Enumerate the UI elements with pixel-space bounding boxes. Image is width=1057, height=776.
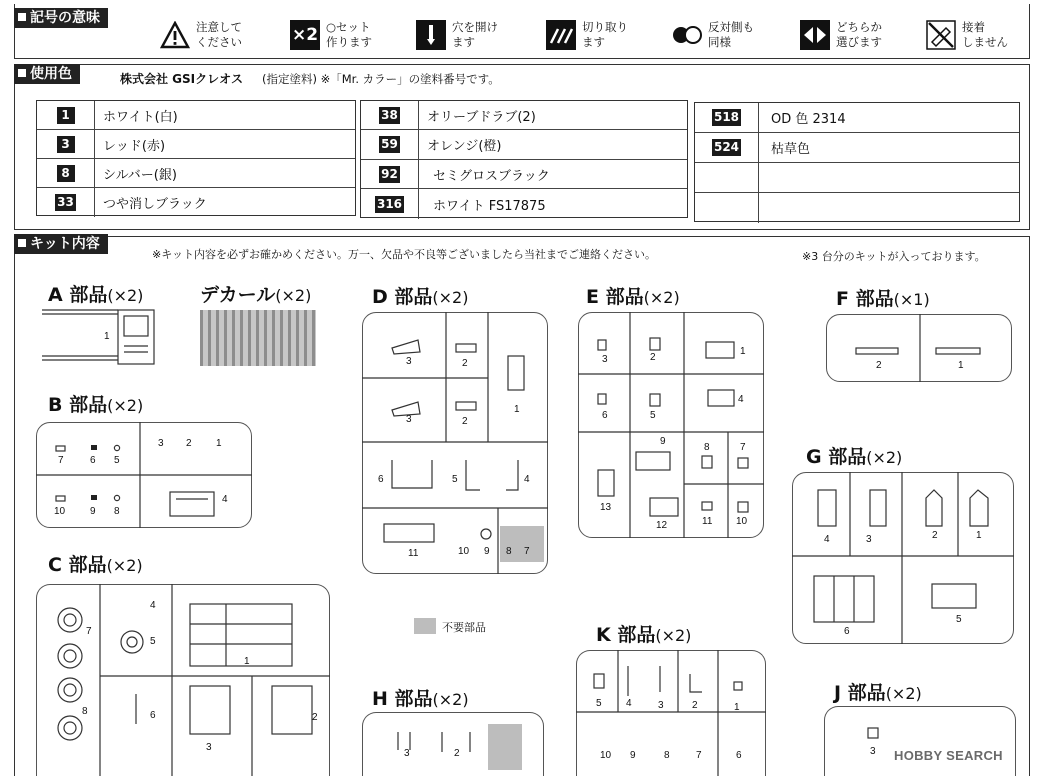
part-k-7-label: 7 (696, 750, 702, 761)
caution-icon (160, 20, 190, 50)
runner-d-gates (362, 312, 548, 574)
parts-c-count: (×2) (106, 556, 143, 575)
part-c-1-label: 1 (244, 656, 250, 667)
part-g-4-label: 4 (824, 534, 830, 545)
symbol-mirror-line2: 同様 (708, 35, 731, 49)
part-d-11-label: 11 (408, 548, 419, 559)
symbol-drill-line1: 穴を開け (452, 20, 498, 34)
parts-g-count: (×2) (866, 448, 903, 467)
part-c-7-label: 7 (86, 626, 92, 637)
paint-name: オリーブドラブ(2) (427, 109, 536, 125)
paint-note: (指定塗料) ※「Mr. カラー」の塗料番号です。 (262, 72, 500, 86)
parts-e-title (586, 282, 680, 309)
kit-note: ※キット内容を必ずお確かめください。万一、欠品や不良等ございましたら当社までご連絡ください。 (152, 248, 656, 261)
symbol-cut-line1: 切り取り (582, 20, 628, 34)
symbol-set (290, 14, 372, 56)
kit-note-count: ※3 台分のキットが入っております。 (802, 250, 986, 263)
parts-a-frame (40, 306, 160, 370)
parts-k-title (596, 620, 691, 647)
paint-row (695, 133, 1019, 163)
runner-c-gates (36, 584, 330, 776)
mirror-side-icon (672, 20, 702, 50)
parts-d-title (372, 282, 468, 309)
parts-a-count: (×2) (107, 286, 144, 305)
part-e-5-label: 5 (650, 410, 656, 421)
decal-title (200, 280, 311, 307)
parts-b-title (48, 390, 143, 417)
paint-name: ホワイト(白) (103, 109, 178, 125)
part-d-1-label: 1 (514, 404, 520, 415)
parts-h-name: H 部品 (372, 688, 433, 710)
paint-row (361, 130, 687, 160)
paint-number: 38 (381, 107, 398, 122)
symbol-set-line1: ○セット (326, 20, 371, 34)
part-d-2a-label: 2 (462, 358, 468, 369)
part-k-4-label: 4 (626, 698, 632, 709)
symbol-noglue-line1: 接着 (962, 20, 985, 34)
parts-j-name: J 部品 (834, 682, 886, 704)
watermark: HOBBY SEARCH (890, 748, 1007, 763)
paint-number: 316 (376, 196, 403, 211)
paint-row (37, 159, 355, 188)
part-e-11-label: 11 (702, 516, 713, 527)
part-d-3a-label: 3 (406, 356, 412, 367)
part-e-4-label: 4 (738, 394, 744, 405)
part-e-6-label: 6 (602, 410, 608, 421)
paint-number: 524 (713, 140, 740, 154)
part-d-4-label: 4 (524, 474, 530, 485)
parts-h-count: (×2) (432, 690, 469, 709)
runner-j-gates (824, 706, 1016, 776)
part-d-8-label: 8 (506, 546, 512, 557)
parts-b-name: B 部品 (48, 394, 108, 416)
part-c-8-label: 8 (82, 706, 88, 717)
part-g-6-label: 6 (844, 626, 850, 637)
part-g-1-label: 1 (976, 530, 982, 541)
part-d-10-label: 10 (458, 546, 470, 557)
part-f-1-label: 1 (958, 360, 964, 371)
parts-f-count: (×1) (893, 290, 930, 309)
paint-name: つや消しブラック (103, 197, 207, 212)
part-e-7-label: 7 (740, 442, 746, 453)
part-k-5-label: 5 (596, 698, 602, 709)
part-e-2-label: 2 (650, 352, 656, 363)
paint-row-empty (695, 193, 1019, 223)
symbol-mirror (672, 14, 754, 56)
part-e-13-label: 13 (600, 502, 612, 513)
paint-row (361, 189, 687, 219)
symbol-caution-line2: ください (196, 35, 242, 49)
paint-row-empty (695, 163, 1019, 193)
parts-a-title (48, 280, 143, 307)
paint-number: 1 (57, 107, 75, 124)
part-k-3-label: 3 (658, 700, 664, 711)
parts-j-count: (×2) (885, 684, 922, 703)
paint-table-col1 (36, 100, 356, 216)
symbol-caution-line1: 注意して (196, 20, 242, 34)
symbol-drill-line2: ます (452, 35, 475, 49)
symbol-choice-line2: 選びます (836, 35, 882, 49)
part-c-6-label: 6 (150, 710, 156, 721)
part-k-1-label: 1 (734, 702, 740, 713)
paint-row (37, 188, 355, 217)
cut-off-icon (546, 20, 576, 50)
part-k-6-label: 6 (736, 750, 742, 761)
choice-icon (800, 20, 830, 50)
symbol-noglue-line2: しません (962, 35, 1008, 49)
paint-name: 枯草色 (771, 142, 811, 157)
paint-name: レッド(赤) (103, 138, 166, 154)
part-k-9-label: 9 (630, 750, 636, 761)
part-b-7-label: 7 (58, 455, 64, 466)
paint-name: オレンジ(橙) (427, 139, 502, 154)
part-a-1-label: 1 (104, 331, 110, 342)
parts-d-name: D 部品 (372, 286, 433, 308)
symbol-drill (416, 14, 498, 56)
parts-c-name: C 部品 (48, 554, 107, 576)
decal-sheet (200, 310, 316, 366)
runner-g-gates (792, 472, 1014, 644)
paint-name: セミグロスブラック (433, 168, 550, 184)
parts-a-name: A 部品 (48, 284, 108, 306)
symbol-mirror-line1: 反対側も (708, 20, 754, 34)
parts-g-title (806, 442, 902, 469)
paint-name: ホワイト FS17875 (433, 198, 546, 214)
parts-c-title (48, 550, 143, 577)
part-d-7-label: 7 (524, 546, 530, 557)
symbol-choice (800, 14, 882, 56)
colors-heading: 使用色 (14, 64, 80, 84)
times-two-icon: ×2 (290, 20, 320, 50)
paint-name: OD 色 2314 (771, 112, 846, 127)
part-c-2-label: 2 (312, 712, 318, 723)
paint-number: 33 (57, 195, 74, 209)
symbol-cut-line2: ます (582, 35, 605, 49)
paint-table-col3 (694, 102, 1020, 222)
parts-g-name: G 部品 (806, 446, 867, 468)
part-d-9-label: 9 (484, 546, 490, 557)
part-c-5-label: 5 (150, 636, 156, 647)
symbol-noglue (926, 14, 1008, 56)
decal-name: デカール (200, 284, 276, 306)
part-e-8-label: 8 (704, 442, 710, 453)
symbols-heading: 記号の意味 (14, 8, 108, 28)
part-h-2-label: 2 (454, 748, 460, 759)
part-c-3-label: 3 (206, 742, 212, 753)
runner-f-gates (826, 314, 1012, 382)
symbol-cut (546, 14, 628, 56)
part-e-10-label: 10 (736, 516, 748, 527)
symbol-choice-line1: どちらか (836, 20, 882, 34)
symbol-caution (160, 14, 242, 56)
part-d-2b-label: 2 (462, 416, 468, 427)
no-glue-icon (926, 20, 956, 50)
parts-f-name: F 部品 (836, 288, 894, 310)
parts-h-title (372, 684, 469, 711)
part-g-3-label: 3 (866, 534, 872, 545)
parts-k-count: (×2) (655, 626, 692, 645)
part-b-9-label: 9 (90, 506, 96, 517)
paint-number: 92 (381, 166, 398, 181)
parts-k-name: K 部品 (596, 624, 656, 646)
part-k-8-label: 8 (664, 750, 670, 761)
part-k-2-label: 2 (692, 700, 698, 711)
parts-d-count: (×2) (432, 288, 469, 307)
paint-maker: 株式会社 GSIクレオス (120, 72, 244, 86)
part-f-2-label: 2 (876, 360, 882, 371)
part-b-6-label: 6 (90, 455, 96, 466)
part-b-3-label: 3 (158, 438, 164, 449)
paint-number: 59 (381, 137, 398, 151)
paint-row (695, 103, 1019, 133)
part-g-5-label: 5 (956, 614, 962, 625)
part-d-6-label: 6 (378, 474, 384, 485)
part-b-5-label: 5 (114, 455, 120, 466)
parts-f-title (836, 284, 930, 311)
part-g-2-label: 2 (932, 530, 938, 541)
paint-name: シルバー(銀) (103, 167, 177, 183)
part-b-1-label: 1 (216, 438, 222, 449)
parts-b-count: (×2) (107, 396, 144, 415)
symbol-set-line2: 作ります (326, 35, 372, 49)
paint-number: 3 (57, 136, 75, 153)
paint-row (37, 101, 355, 130)
part-h-3-label: 3 (404, 748, 410, 759)
paint-row (361, 101, 687, 130)
part-c-4-label: 4 (150, 600, 156, 611)
part-e-1-label: 1 (740, 346, 746, 357)
part-j-3-label: 3 (870, 746, 876, 757)
paint-number: 518 (713, 110, 740, 124)
unused-label: 不要部品 (442, 621, 486, 634)
paint-number: 8 (57, 165, 75, 182)
decal-count: (×2) (275, 286, 312, 305)
drill-hole-icon (416, 20, 446, 50)
paint-row (361, 160, 687, 189)
parts-e-count: (×2) (643, 288, 680, 307)
paint-table-col2 (360, 100, 688, 218)
part-e-9-label: 9 (660, 436, 666, 447)
part-d-5-label: 5 (452, 474, 458, 485)
parts-j-title (834, 678, 922, 705)
part-k-10-label: 10 (600, 750, 612, 761)
part-b-10-label: 10 (54, 506, 66, 517)
part-d-3b-label: 3 (406, 414, 412, 425)
paint-row (37, 130, 355, 159)
part-e-3-label: 3 (602, 354, 608, 365)
part-b-4-label: 4 (222, 494, 228, 505)
unused-swatch (414, 618, 436, 634)
part-e-12-label: 12 (656, 520, 668, 531)
kit-heading: キット内容 (14, 234, 108, 254)
part-b-8-label: 8 (114, 506, 120, 517)
part-b-2-label: 2 (186, 438, 192, 449)
parts-e-name: E 部品 (586, 286, 644, 308)
runner-h-gates (362, 712, 544, 776)
